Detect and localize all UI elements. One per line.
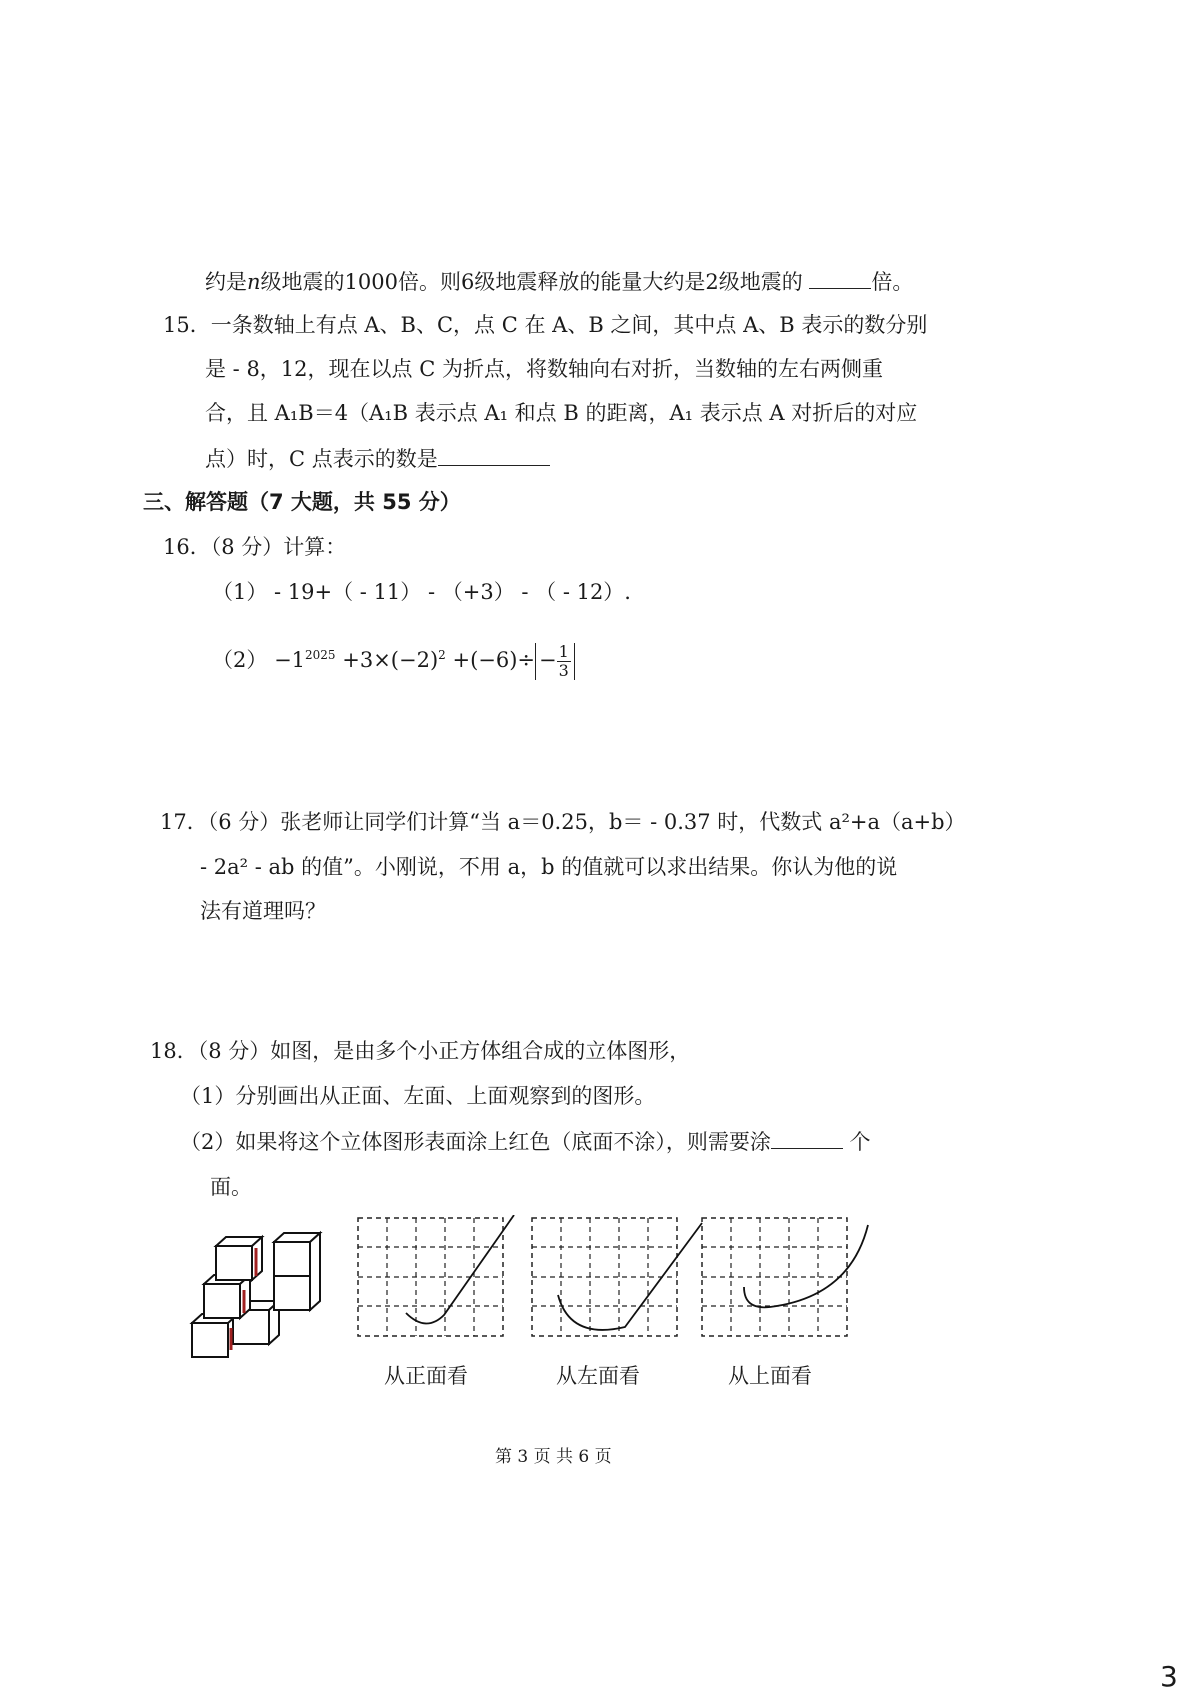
q18-line-4: 面。 — [210, 1175, 252, 1199]
caption-top-view: 从上面看 — [728, 1364, 812, 1388]
front-view-grid[interactable] — [356, 1215, 516, 1340]
q18-line-2: （1）分别画出从正面、左面、上面观察到的图形。 — [180, 1084, 656, 1108]
top-view-grid[interactable] — [700, 1215, 875, 1340]
fraction: $\frac{1}{3}$ — [558, 642, 569, 680]
page-corner-number: 3 — [1160, 1660, 1178, 1693]
q15-line-4: 点）时，C 点表示的数是 — [205, 443, 550, 474]
q17-line-3: 法有道理吗？ — [200, 899, 326, 923]
q15-line-2: 是 - 8，12，现在以点 C 为折点，将数轴向右对折，当数轴的左右两侧重 — [205, 357, 883, 381]
q17-line-2: - 2a² - ab 的值”。小刚说，不用 a，b 的值就可以求出结果。你认为他的说 — [200, 855, 898, 879]
left-view-grid[interactable] — [530, 1215, 710, 1340]
q18-line-1: 18．（8 分）如图，是由多个小正方体组合成的立体图形， — [150, 1039, 691, 1063]
caption-left-view: 从左面看 — [556, 1364, 640, 1388]
absolute-value: − $\frac{1}{3}$ — [535, 643, 575, 680]
q14-continuation: 约是n级地震的1000倍。则6级地震释放的能量大约是2级地震的 倍。 — [205, 266, 913, 297]
q16-part-2: $(2) -1^{2025} +3\times(-2)^2 +(-6)\div$ − $\frac{1}{3}$ — [212, 640, 575, 680]
q16-part-1: （1） - 19+（ - 11） - （+3） - （ - 12）. — [212, 580, 631, 604]
q15-line-1: 15．一条数轴上有点 A、B、C，点 C 在 A、B 之间，其中点 A、B 表示的数分别 — [163, 313, 928, 337]
cube-figure — [188, 1228, 323, 1363]
q15-answer-blank[interactable] — [438, 443, 550, 466]
page-footer: 第 3 页 共 6 页 — [495, 1447, 612, 1467]
caption-front-view: 从正面看 — [384, 1364, 468, 1388]
q16-heading: 16．（8 分）计算： — [163, 535, 347, 559]
q14-answer-blank[interactable] — [809, 266, 871, 289]
q18-answer-blank[interactable] — [771, 1126, 843, 1149]
section-3-heading: 三、解答题（7 大题，共 55 分） — [143, 490, 461, 514]
q15-line-3: 合，且 A₁B＝4（A₁B 表示点 A₁ 和点 B 的距离，A₁ 表示点 A 对折后的对应 — [205, 401, 918, 425]
q17-line-1: 17．（6 分）张老师让同学们计算“当 a＝0.25，b＝ - 0.37 时，代数式 a²+a（a+b） — [160, 810, 966, 834]
q18-line-3: （2）如果将这个立体图形表面涂上红色（底面不涂），则需要涂 个 — [180, 1126, 871, 1157]
